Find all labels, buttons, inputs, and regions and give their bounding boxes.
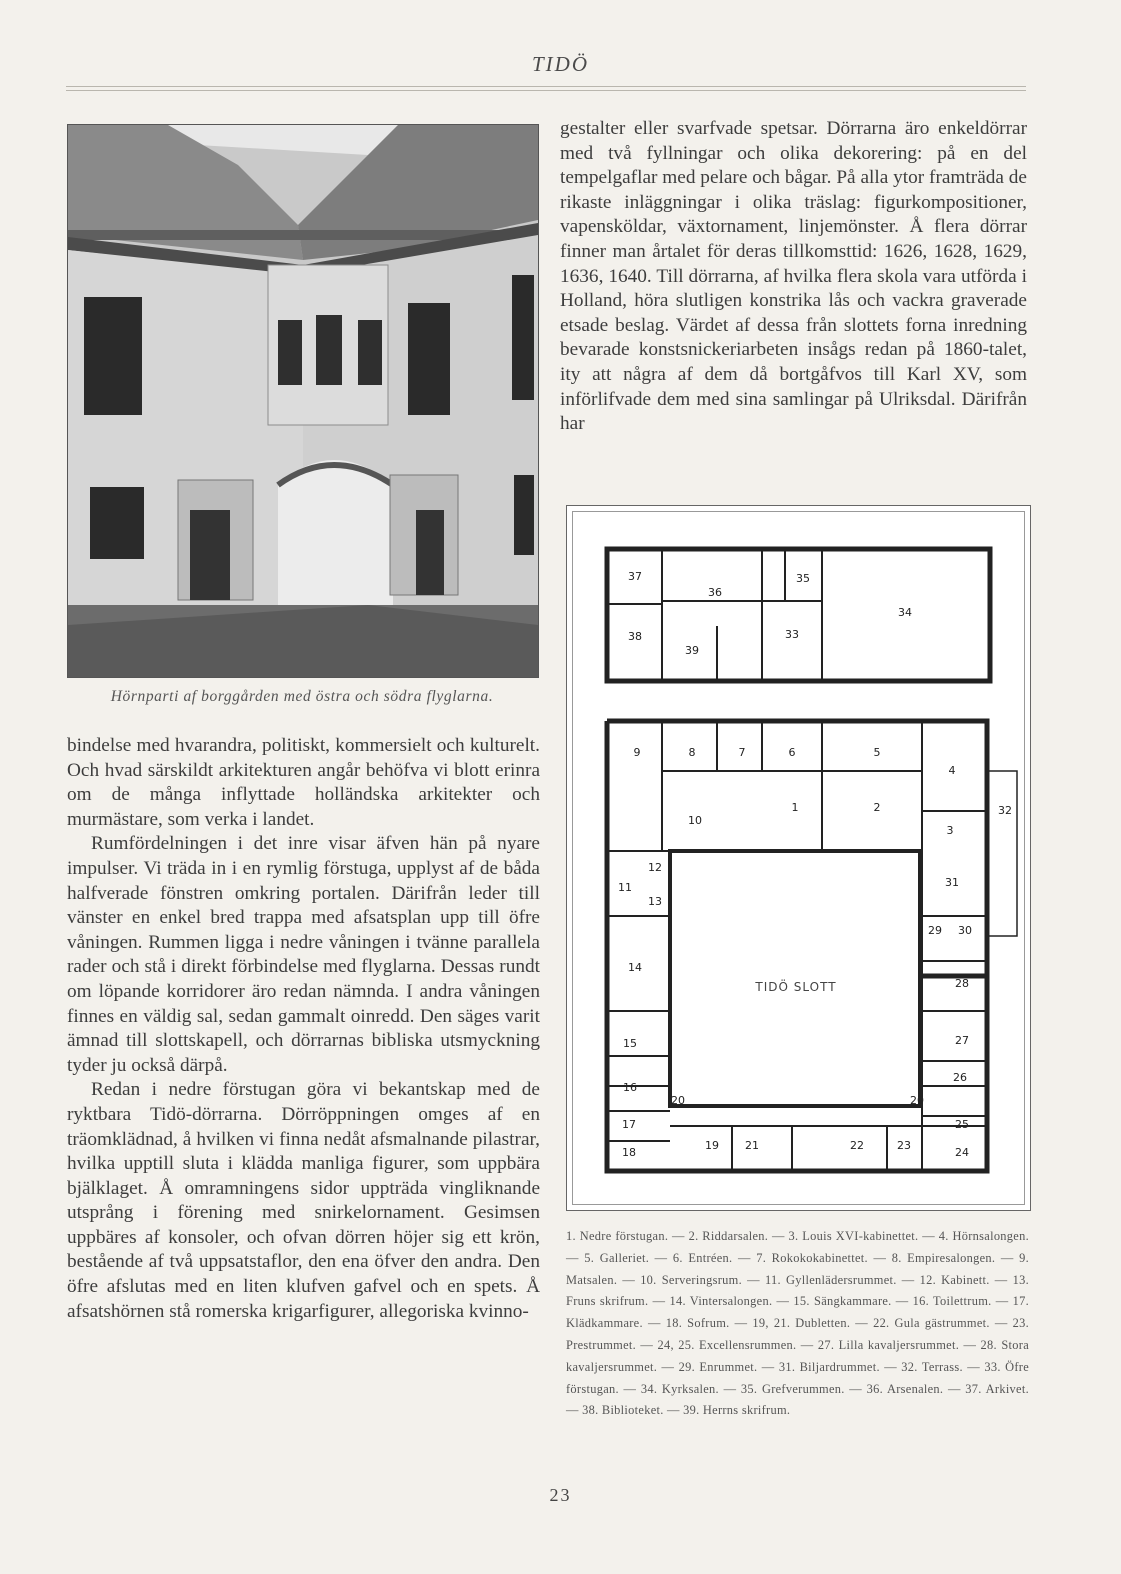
paragraph-2: Rumfördelningen i det inre visar äfven hän på nyare impulser. Vi träda in i en rymlig förstuga, upplyst af de båda halfverade fönstren omkring portalen. Därifrån leder till vänster en enkel bred trappa med afsatsplan upp till öfre våningen. Rummen ligga i nedre våningen i tvänne parallela rader och stå i direkt förbindelse med flyglarna. Dessas rundt om löpande korridorer äro redan nämnda. I andra våningen finnes en väldig sal, sedan gammalt oinredd. Den säges varit ämnad till slottskapell, och dörrarnas bibliska utsmyckning tyder ju också därpå. xyxy=(67,833,540,1076)
room-label-2: 2 xyxy=(873,801,881,814)
room-label-35: 35 xyxy=(796,572,810,585)
room-label-10: 10 xyxy=(688,814,702,827)
room-label-3: 3 xyxy=(946,824,954,837)
room-label-5: 5 xyxy=(873,746,881,759)
room-label-34: 34 xyxy=(898,606,912,619)
room-label-22: 22 xyxy=(850,1139,864,1152)
room-label-37: 37 xyxy=(628,570,642,583)
photo-caption: Hörnparti af borggården med östra och södra flyglarna. xyxy=(110,688,494,705)
room-label-11: 11 xyxy=(618,881,632,894)
room-label-30: 30 xyxy=(958,924,972,937)
room-label-7: 7 xyxy=(738,746,746,759)
room-label-8: 8 xyxy=(688,746,696,759)
room-label-14: 14 xyxy=(628,961,642,974)
room-label-16: 16 xyxy=(623,1081,637,1094)
room-label-31: 31 xyxy=(945,876,959,889)
room-label-24: 24 xyxy=(955,1146,969,1159)
floor-plan xyxy=(566,505,1031,1211)
room-label-26: 26 xyxy=(953,1071,967,1084)
room-label-18: 18 xyxy=(622,1146,636,1159)
room-label-20-left: 20 xyxy=(671,1094,685,1107)
paragraph-1: bindelse med hvarandra, politiskt, kommersielt och kulturelt. Och hvad särskildt arkitekturen angår behöfva vi blott erinra om de många inflyttade holländska arkitekter och murmästare, som verka i landet. xyxy=(67,735,540,830)
room-label-13: 13 xyxy=(648,895,662,908)
room-label-9: 9 xyxy=(633,746,641,759)
paragraph-3: Redan i nedre förstugan göra vi bekantskap med de ryktbara Tidö-dörrarna. Dörröppningen omges af en träomklädnad, å hvilken vi finna nedåt afsmalnande pilastrar, hvilka upptill sluta i klädda manliga figurer, som uppbära bjälklaget. Å omramningens sidor uppträda vingliknande utsprång i förening med snirkelornament. Gesimsen uppbäres af konsoler, och ofvan dörren höjer sig ett krön, bestående af två uppsatstaflor, den ena öfver den andra. Den öfre afslutas med en liten klufven gafvel och en spets. Å afsatshörnen stå romerska krigarfigurer, allegoriska kvinno- xyxy=(67,1079,540,1322)
room-label-1: 1 xyxy=(791,801,799,814)
room-label-29: 29 xyxy=(928,924,942,937)
room-label-21: 21 xyxy=(745,1139,759,1152)
left-text-column xyxy=(67,734,540,1324)
room-label-39: 39 xyxy=(685,644,699,657)
room-label-27: 27 xyxy=(955,1034,969,1047)
room-label-28: 28 xyxy=(955,977,969,990)
room-label-36: 36 xyxy=(708,586,722,599)
paragraph-right: gestalter eller svarfvade spetsar. Dörrarna äro enkeldörrar med två fyllningar och olika dekorering: på en del tempelgaflar med pelare och bågar. På alla ytor framträda de rikaste inläggningar i olika träslag: figurkompositioner, vapensköldar, växtornament, linjemönster. Å flera dörrar finner man årtalet för deras tillkomsttid: 1626, 1628, 1629, 1636, 1640. Till dörrarna, af hvilka flera skola vara utförda i Holland, höra slutligen konstrika lås och vackra graverade etsade beslag. Värdet af dessa från slottets forna inredning bevarade konstsnickeriarbeten insågs redan på 1860-talet, ity att några af dem då bortgåfvos till Karl XV, som införlifvade dem med sina samlingar på Ulriksdal. Därifrån har xyxy=(560,118,1027,435)
room-label-25: 25 xyxy=(955,1118,969,1131)
room-label-38: 38 xyxy=(628,630,642,643)
header-rule-top xyxy=(66,86,1026,87)
page-number: 23 xyxy=(549,1485,572,1505)
header-rule-bottom xyxy=(66,90,1026,91)
running-header: TIDÖ xyxy=(531,52,589,76)
right-text-column xyxy=(560,117,1027,437)
room-label-32: 32 xyxy=(998,804,1012,817)
room-label-19: 19 xyxy=(705,1139,719,1152)
room-label-6: 6 xyxy=(788,746,796,759)
room-label-4: 4 xyxy=(948,764,956,777)
room-label-15: 15 xyxy=(623,1037,637,1050)
room-label-20-right: 20 xyxy=(910,1094,924,1107)
plan-legend: 1. Nedre förstugan. — 2. Riddarsalen. — 3. Louis XVI-kabinettet. — 4. Hörnsalongen. — 5. Galleriet. — 6. Entréen. — 7. Rokokokabinettet. — 8. Empiresalongen. — 9. Matsalen. — 10. Serveringsrum. — 11. Gyllenlädersrummet. — 12. Kabinett. — 13. Fruns skrifrum. — 14. Vintersalongen. — 15. Sängkammare. — 16. Toilettrum. — 17. Klädkammare. — 18. Sofrum. — 19, 21. Dubletten. — 22. Gula gästrummet. — 23. Prestrummet. — 24, 25. Excellensrummen. — 27. Lilla kavaljersrummet. — 28. Stora kavaljersrummet. — 29. Enrummet. — 31. Biljardrummet. — 32. Terrass. — 33. Öfre förstugan. — 34. Kyrksalen. — 35. Grefverummen. — 36. Arsenalen. — 37. Arkivet. — 38. Biblioteket. — 39. Herrns skrifrum. xyxy=(566,1229,1029,1418)
courtyard-photo xyxy=(67,124,539,678)
room-label-33: 33 xyxy=(785,628,799,641)
room-label-17: 17 xyxy=(622,1118,636,1131)
room-label-12: 12 xyxy=(648,861,662,874)
room-label-23: 23 xyxy=(897,1139,911,1152)
plan-title: TIDÖ SLOTT xyxy=(755,980,837,994)
